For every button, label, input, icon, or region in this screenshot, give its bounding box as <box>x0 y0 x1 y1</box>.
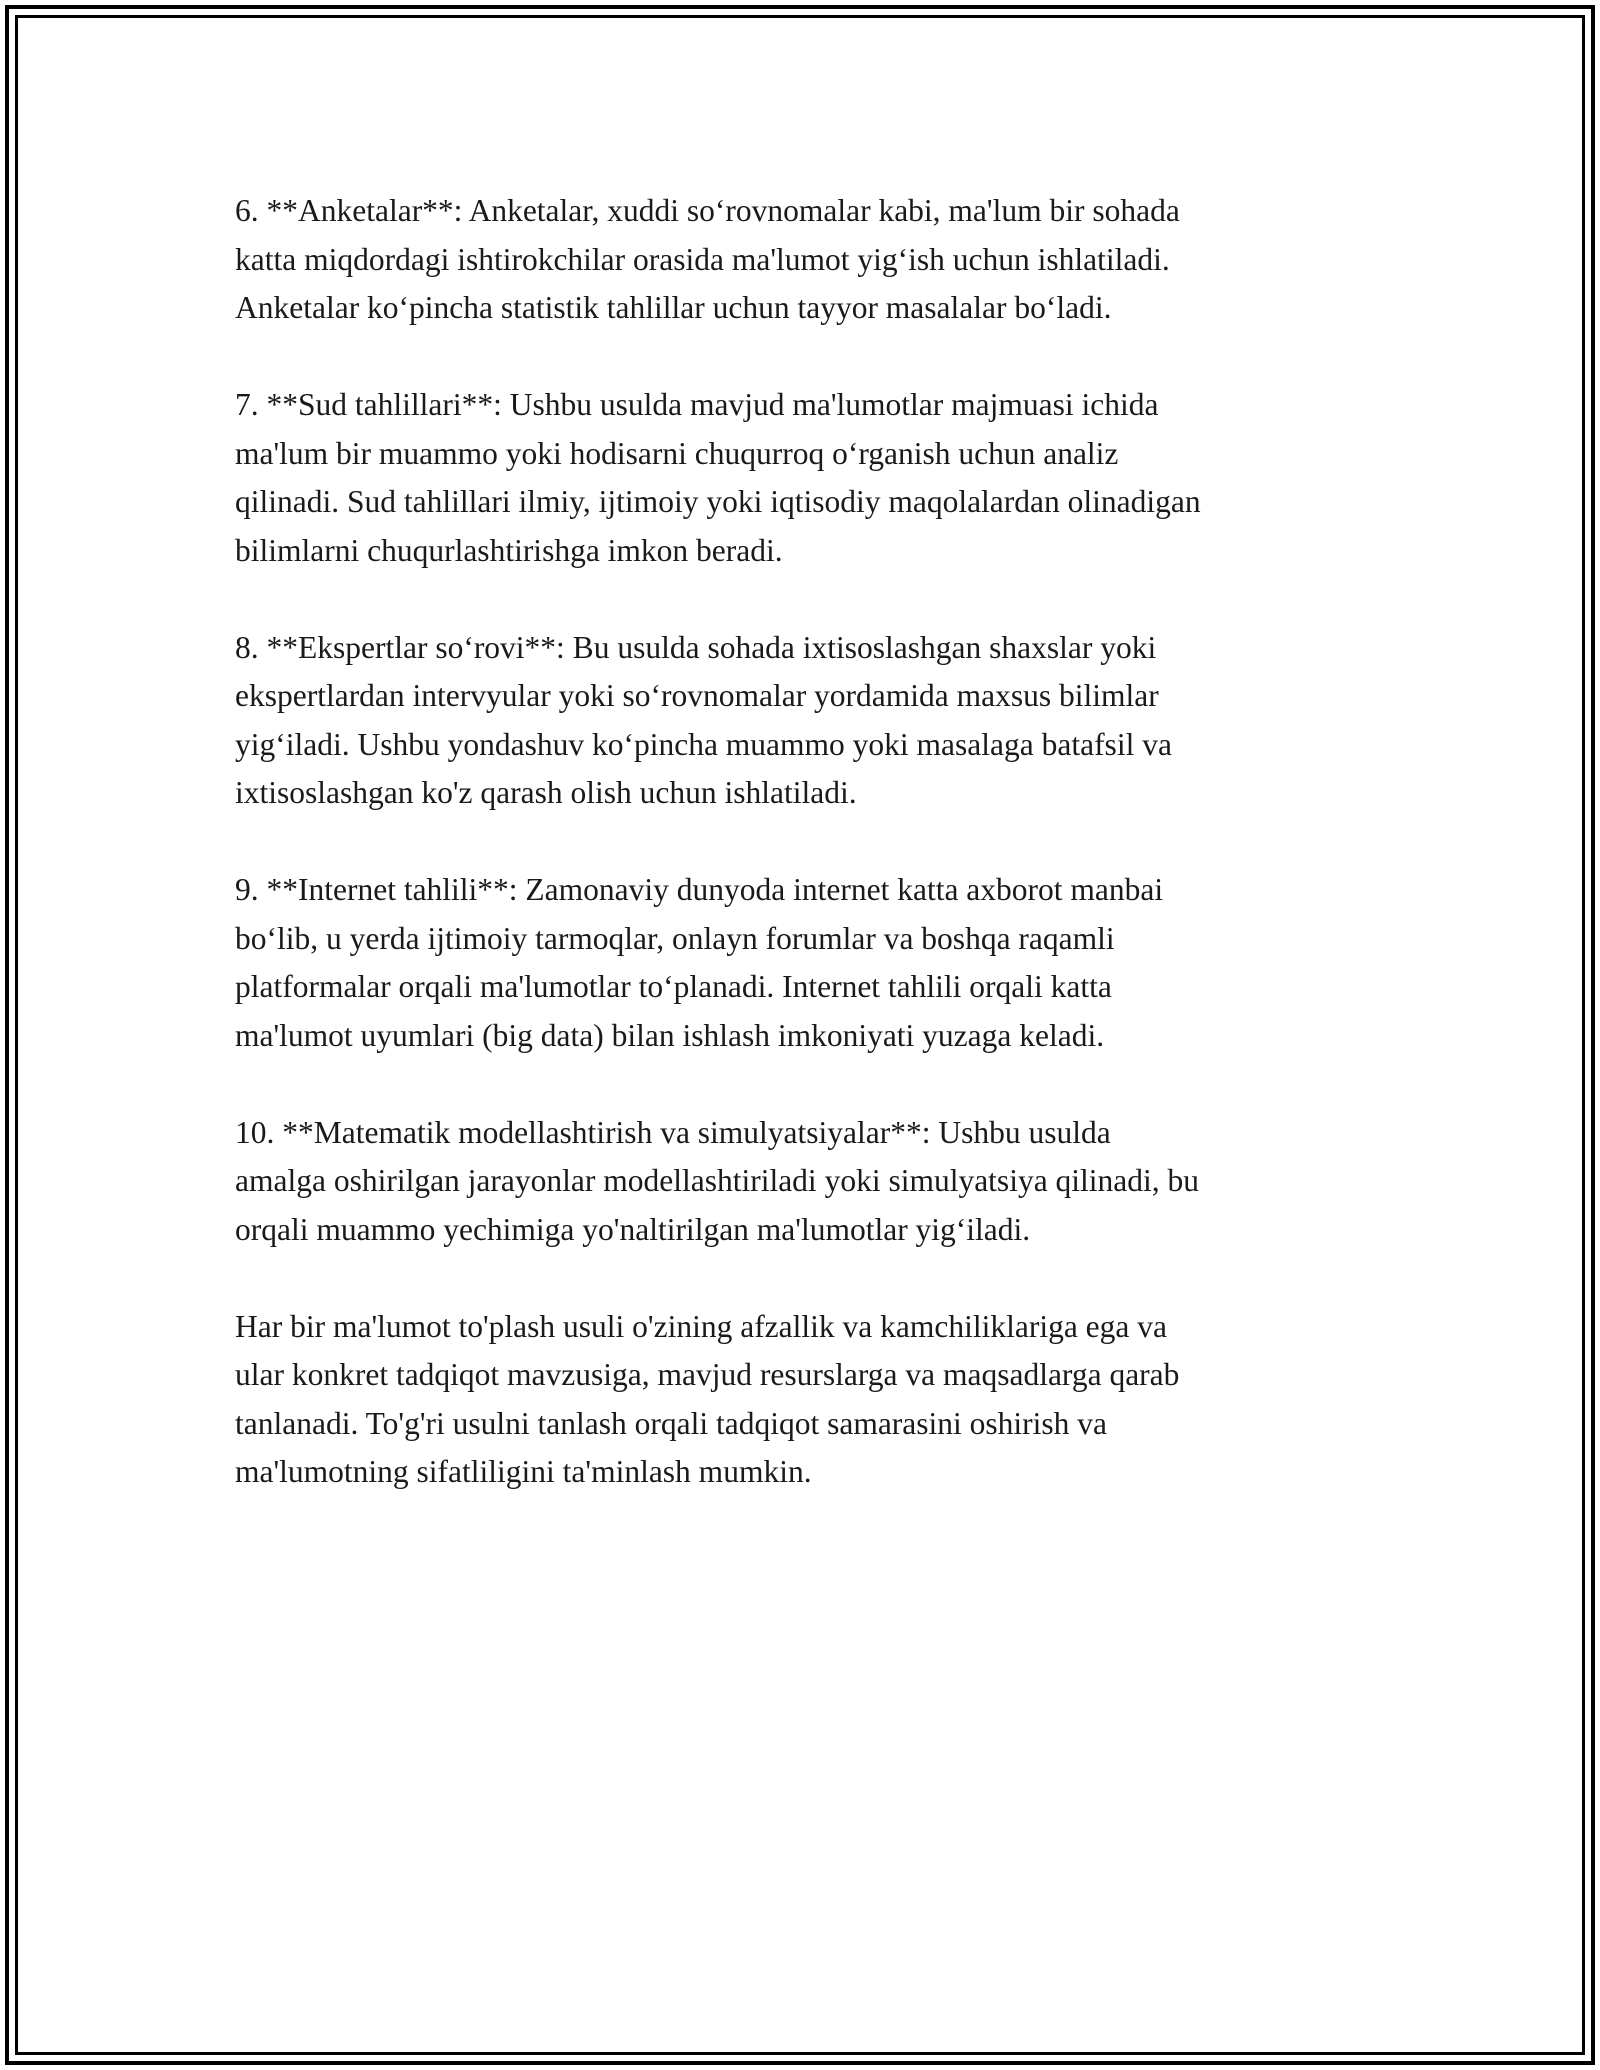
text-line: platformalar orqali ma'lumotlar to‘planadi. Internet tahlili orqali katta <box>235 969 1112 1004</box>
paragraph-matematik-modellashtirish <box>235 1109 1385 1255</box>
text-line: ma'lum bir muammo yoki hodisarni chuqurroq o‘rganish uchun analiz <box>235 435 1119 471</box>
text-line: amalga oshirilgan jarayonlar modellashtiriladi yoki simulyatsiya qilinadi, bu <box>235 1163 1200 1198</box>
text-line: ixtisoslashgan ko'z qarash olish uchun ishlatiladi. <box>235 775 857 810</box>
text-line: Anketalar ko‘pincha statistik tahlillar uchun tayyor masalalar bo‘ladi. <box>235 290 1112 325</box>
text-line: 8. **Ekspertlar so‘rovi**: Bu usulda sohada ixtisoslashgan shaxslar yoki <box>235 629 1157 665</box>
text-line: ma'lumotning sifatliligini ta'minlash mumkin. <box>235 1454 812 1489</box>
text-line: ekspertlardan intervyular yoki so‘rovnomalar yordamida maxsus bilimlar <box>235 678 1159 713</box>
text-line: ular konkret tadqiqot mavzusiga, mavjud resurslarga va maqsadlarga qarab <box>235 1357 1180 1392</box>
text-line: 6. **Anketalar**: Anketalar, xuddi so‘rovnomalar kabi, ma'lum bir sohada <box>235 193 1180 228</box>
text-line: katta miqdordagi ishtirokchilar orasida ma'lumot yig‘ish uchun ishlatiladi. <box>235 241 1170 277</box>
text-line: ma'lumot uyumlari (big data) bilan ishlash imkoniyati yuzaga keladi. <box>235 1017 1105 1053</box>
text-line: bilimlarni chuqurlashtirishga imkon beradi. <box>235 532 783 568</box>
text-line: orqali muammo yechimiga yo'naltirilgan ma'lumotlar yig‘iladi. <box>235 1211 1031 1247</box>
paragraph-ekspertlar-sorovi <box>235 624 1385 818</box>
text-line: tanlanadi. To'g'ri usulni tanlash orqali tadqiqot samarasini oshirish va <box>235 1405 1108 1441</box>
document-body <box>235 187 1385 1545</box>
text-line: yig‘iladi. Ushbu yondashuv ko‘pincha muammo yoki masalaga batafsil va <box>235 726 1172 762</box>
text-line: qilinadi. Sud tahlillari ilmiy, ijtimoiy yoki iqtisodiy maqolalardan olinadigan <box>235 484 1201 519</box>
text-line: Har bir ma'lumot to'plash usuli o'zining afzallik va kamchiliklariga ega va <box>235 1308 1168 1344</box>
text-line: 9. **Internet tahlili**: Zamonaviy dunyoda internet katta axborot manbai <box>235 872 1164 907</box>
paragraph-anketalar <box>235 187 1385 333</box>
text-line: bo‘lib, u yerda ijtimoiy tarmoqlar, onlayn forumlar va boshqa raqamli <box>235 920 1115 956</box>
paragraph-sud-tahlillari <box>235 381 1385 575</box>
paragraph-internet-tahlili <box>235 866 1385 1060</box>
text-line: 10. **Matematik modellashtirish va simulyatsiyalar**: Ushbu usulda <box>235 1114 1111 1150</box>
paragraph-conclusion <box>235 1303 1385 1497</box>
text-line: 7. **Sud tahlillari**: Ushbu usulda mavjud ma'lumotlar majmuasi ichida <box>235 387 1159 422</box>
